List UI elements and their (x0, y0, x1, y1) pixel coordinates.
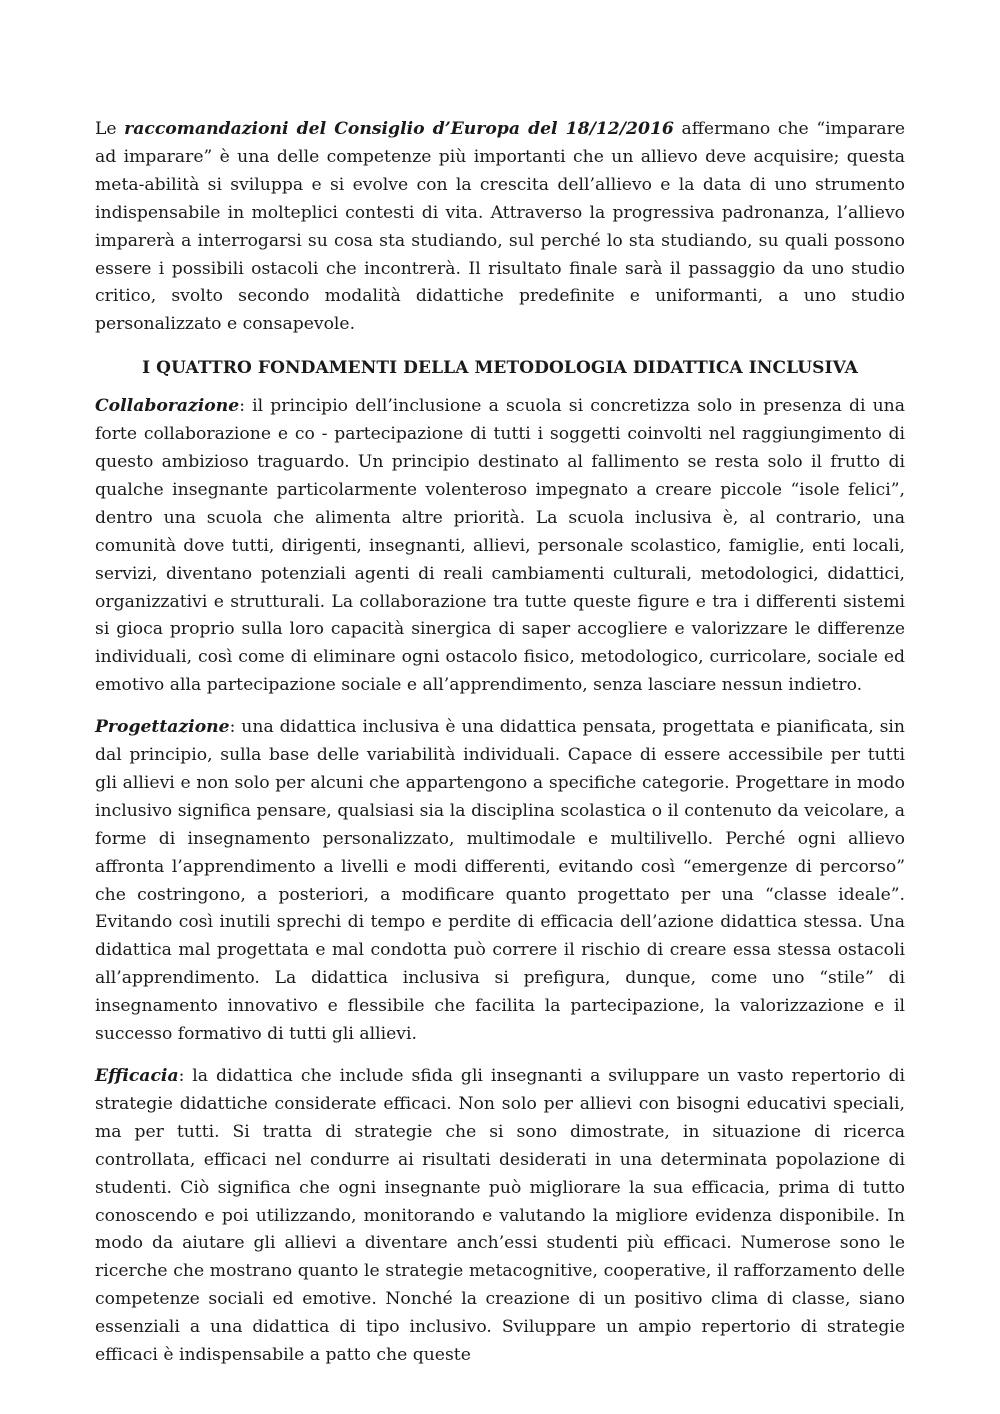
intro-prefix: Le (95, 119, 125, 139)
section-text: : la didattica che include sfida gli insegnanti a sviluppare un vasto repertorio di strategie didattiche considerate efficaci. Non solo per allievi con bisogni educativi speciali, ma per tutti. Si tratta di strategie che si sono dimostrate, in situazione di ricerca controllata, efficaci nel condurre ai risultati desiderati in una determinata popolazione di studenti. Ciò significa che ogni insegnante può migliorare la sua efficacia, prima di tutto conoscendo e poi utilizzando, monitorando e valutando la migliore evidenza disponibile. In modo da aiutare gli allievi a diventare anch’essi studenti più efficaci. Numerose sono le ricerche che mostrano quanto le strategie metacognitive, cooperative, il rafforzamento delle competenze sociali ed emotive. Nonché la creazione di un positivo clima di classe, siano essenziali a una didattica di tipo inclusivo. Sviluppare un ampio repertorio di strategie efficaci è indispensabile a patto che queste (95, 1066, 905, 1366)
section-efficacia (95, 1063, 905, 1370)
intro-emphasis: raccomandazioni del Consiglio d’Europa del 18/12/2016 (124, 119, 674, 139)
section-term: Progettazione (95, 717, 230, 738)
section-collaborazione (95, 393, 905, 700)
section-text: : il principio dell’inclusione a scuola si concretizza solo in presenza di una forte collaborazione e co - partecipazione di tutti i soggetti coinvolti nel raggiungimento di questo ambizioso traguardo. Un principio destinato al fallimento se resta solo il frutto di qualche insegnante particolarmente volenteroso impegnato a creare piccole “isole felici”, dentro una scuola che alimenta altre priorità. La scuola inclusiva è, al contrario, una comunità dove tutti, dirigenti, insegnanti, allievi, personale scolastico, famiglie, enti locali, servizi, diventano potenziali agenti di reali cambiamenti culturali, metodologici, didattici, organizzativi e strutturali. La collaborazione tra tutte queste figure e tra i differenti sistemi si gioca proprio sulla loro capacità sinergica di saper accogliere e valorizzare le differenze individuali, così come di eliminare ogni ostacolo fisico, metodologico, curricolare, sociale ed emotivo alla partecipazione sociale e all’apprendimento, senza lasciare nessun indietro. (95, 396, 905, 696)
section-heading: I QUATTRO FONDAMENTI DELLA METODOLOGIA DIDATTICA INCLUSIVA (142, 358, 858, 379)
section-term: Collaborazione (95, 396, 240, 417)
section-progettazione (95, 714, 905, 1049)
section-text: : una didattica inclusiva è una didattica pensata, progettata e pianificata, sin dal principio, sulla base delle variabilità individuali. Capace di essere accessibile per tutti gli allievi e non solo per alcuni che appartengono a specifiche categorie. Progettare in modo inclusivo significa pensare, qualsiasi sia la disciplina scolastica o il contenuto da veicolare, a forme di insegnamento personalizzato, multimodale e multilivello. Perché ogni allievo affronta l’apprendimento a livelli e modi differenti, evitando così “emergenze di percorso” che costringono, a posteriori, a modificare quanto progettato per una “classe ideale”. Evitando così inutili sprechi di tempo e perdite di efficacia dell’azione didattica stessa. Una didattica mal progettata e mal condotta può correre il rischio di creare essa stessa ostacoli all’apprendimento. La didattica inclusiva si prefigura, dunque, come uno “stile” di insegnamento innovativo e flessibile che facilita la partecipazione, la valorizzazione e il successo formativo di tutti gli allievi. (95, 717, 905, 1045)
intro-paragraph (95, 116, 905, 339)
intro-text: affermano che “imparare ad imparare” è una delle competenze più importanti che un allievo deve acquisire; questa meta-abilità si sviluppa e si evolve con la crescita dell’allievo e la data di uno strumento indispensabile in molteplici contesti di vita. Attraverso la progressiva padronanza, l’allievo imparerà a interrogarsi su cosa sta studiando, sul perché lo sta studiando, su quali possono essere i possibili ostacoli che incontrerà. Il risultato finale sarà il passaggio da uno studio critico, svolto secondo modalità didattiche predefinite e uniformanti, a uno studio personalizzato e consapevole. (95, 119, 905, 335)
section-term: Efficacia (95, 1066, 179, 1086)
document-page (95, 116, 905, 1384)
